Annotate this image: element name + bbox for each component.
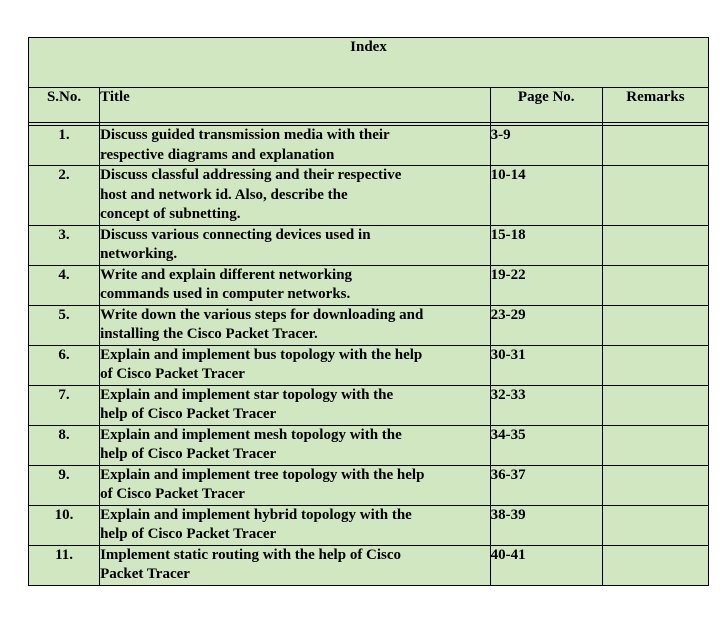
table-row xyxy=(29,225,709,265)
row-page-no: 10-14 xyxy=(490,166,602,226)
row-title-line: Implement static routing with the help of Cisco xyxy=(100,546,402,563)
row-remarks xyxy=(602,505,708,545)
row-title-line: Explain and implement mesh topology with the xyxy=(100,426,402,443)
row-title xyxy=(100,385,491,425)
row-title-line: help of Cisco Packet Tracer xyxy=(100,526,277,542)
table-row xyxy=(29,425,709,465)
table-row xyxy=(29,126,709,166)
row-page-no: 23-29 xyxy=(490,305,602,345)
table-title-row xyxy=(29,38,709,88)
row-title xyxy=(100,345,491,385)
row-title xyxy=(100,305,491,345)
row-remarks xyxy=(602,545,708,585)
row-title xyxy=(100,465,491,505)
row-title-line: concept of subnetting. xyxy=(100,206,241,222)
row-sno: 4. xyxy=(29,265,100,305)
table-title: Index xyxy=(29,38,709,88)
row-title xyxy=(100,126,491,166)
table-row xyxy=(29,465,709,505)
row-title xyxy=(100,545,491,585)
table-row xyxy=(29,305,709,345)
row-sno: 1. xyxy=(29,126,100,166)
row-sno: 3. xyxy=(29,225,100,265)
row-remarks xyxy=(602,305,708,345)
table-body xyxy=(29,38,709,586)
row-title-line: respective diagrams and explanation xyxy=(100,146,335,163)
row-title-line: Explain and implement hybrid topology with the xyxy=(100,506,412,523)
table-row xyxy=(29,385,709,425)
row-title-line: networking. xyxy=(100,246,178,262)
row-title xyxy=(100,225,491,265)
row-sno: 8. xyxy=(29,425,100,465)
row-title-line: help of Cisco Packet Tracer xyxy=(100,446,277,462)
row-sno: 2. xyxy=(29,166,100,226)
row-page-no: 32-33 xyxy=(490,385,602,425)
row-remarks xyxy=(602,166,708,226)
row-title xyxy=(100,166,491,226)
row-remarks xyxy=(602,385,708,425)
row-page-no: 36-37 xyxy=(490,465,602,505)
row-title-line: of Cisco Packet Tracer xyxy=(100,486,245,502)
column-header-page: Page No. xyxy=(490,88,602,123)
row-title-line: Explain and implement tree topology with the help xyxy=(100,466,425,483)
row-remarks xyxy=(602,465,708,505)
table-row xyxy=(29,265,709,305)
column-header-row xyxy=(29,88,709,123)
row-title-line: Explain and implement star topology with the xyxy=(100,386,394,403)
row-remarks xyxy=(602,345,708,385)
row-page-no: 19-22 xyxy=(490,265,602,305)
row-page-no: 15-18 xyxy=(490,225,602,265)
row-title-line: of Cisco Packet Tracer xyxy=(100,366,245,382)
row-title-line: Packet Tracer xyxy=(100,566,190,582)
table-row xyxy=(29,545,709,585)
row-sno: 9. xyxy=(29,465,100,505)
row-sno: 10. xyxy=(29,505,100,545)
row-page-no: 40-41 xyxy=(490,545,602,585)
index-table xyxy=(28,37,709,586)
row-sno: 6. xyxy=(29,345,100,385)
table-row xyxy=(29,166,709,226)
row-sno: 7. xyxy=(29,385,100,425)
row-title-line: Discuss various connecting devices used in xyxy=(100,226,371,243)
row-title-line: Discuss guided transmission media with their xyxy=(100,127,390,143)
row-remarks xyxy=(602,265,708,305)
row-remarks xyxy=(602,225,708,265)
row-sno: 5. xyxy=(29,305,100,345)
row-title-line: Explain and implement bus topology with the help xyxy=(100,346,423,363)
row-title-line: installing the Cisco Packet Tracer. xyxy=(100,326,318,342)
column-header-remarks: Remarks xyxy=(602,88,708,123)
row-sno: 11. xyxy=(29,545,100,585)
column-header-sno: S.No. xyxy=(29,88,100,123)
row-title-line: host and network id. Also, describe the xyxy=(100,186,348,203)
column-header-title: Title xyxy=(100,88,491,123)
row-title-line: help of Cisco Packet Tracer xyxy=(100,406,277,422)
row-remarks xyxy=(602,425,708,465)
row-page-no: 38-39 xyxy=(490,505,602,545)
row-title xyxy=(100,265,491,305)
row-page-no: 30-31 xyxy=(490,345,602,385)
row-page-no: 3-9 xyxy=(490,126,602,166)
row-title-line: Write and explain different networking xyxy=(100,266,353,283)
row-title xyxy=(100,425,491,465)
row-title-line: Discuss classful addressing and their respective xyxy=(100,167,402,183)
row-title-line: commands used in computer networks. xyxy=(100,286,351,302)
table-row xyxy=(29,345,709,385)
row-title xyxy=(100,505,491,545)
table-row xyxy=(29,505,709,545)
row-page-no: 34-35 xyxy=(490,425,602,465)
row-title-line: Write down the various steps for downloading and xyxy=(100,306,424,323)
row-remarks xyxy=(602,126,708,166)
